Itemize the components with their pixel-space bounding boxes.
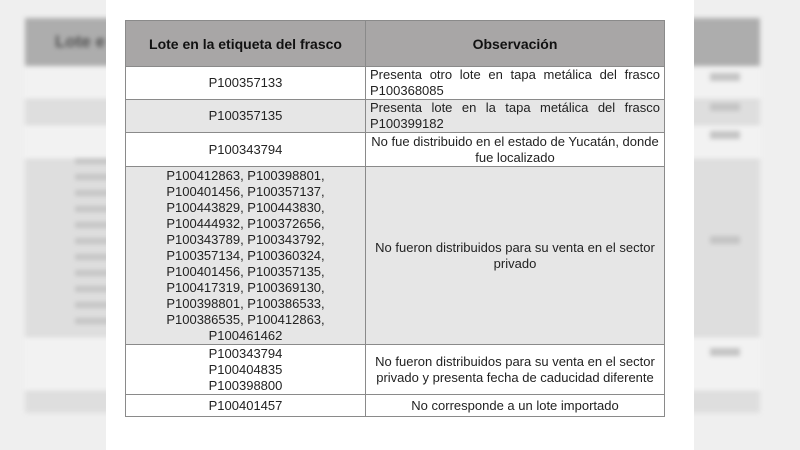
blurred-text xyxy=(710,73,740,81)
lot-line: P100398800 xyxy=(208,377,283,393)
blurred-text xyxy=(710,236,740,244)
table-header-row xyxy=(126,21,665,67)
lot-line: P100404835 xyxy=(208,361,283,377)
observation-cell: No fue distribuido en el estado de Yucatán, donde fue localizado xyxy=(366,133,665,167)
lot-line: P100444932, P100372656, xyxy=(166,215,325,231)
lot-line: P100401456, P100357135, xyxy=(166,263,325,279)
observation-cell: No corresponde a un lote importado xyxy=(366,395,665,417)
blurred-text xyxy=(710,103,740,111)
lot-line: P100443829, P100443830, xyxy=(166,199,325,215)
table-row xyxy=(126,167,665,345)
table-row xyxy=(126,67,665,100)
table-card xyxy=(106,0,694,450)
lot-line: P100386535, P100412863, xyxy=(166,311,325,327)
observation-cell: No fueron distribuidos para su venta en el sector privado y presenta fecha de caducidad diferente xyxy=(366,345,665,395)
lot-cell: P100357135 xyxy=(126,100,366,133)
lot-cell xyxy=(126,167,366,345)
lot-line: P100461462 xyxy=(208,327,283,343)
lot-line: P100343794 xyxy=(208,345,283,361)
lot-table xyxy=(125,20,665,417)
observation-cell: Presenta otro lote en tapa metálica del frasco P100368085 xyxy=(366,67,665,100)
table-row xyxy=(126,133,665,167)
observation-cell: Presenta lote en la tapa metálica del frasco P100399182 xyxy=(366,100,665,133)
lot-line: P100412863, P100398801, xyxy=(166,167,325,183)
lot-line: P100343789, P100343792, xyxy=(166,231,325,247)
lot-cell xyxy=(126,345,366,395)
blurred-text xyxy=(710,348,740,356)
table-row xyxy=(126,100,665,133)
lot-line: P100398801, P100386533, xyxy=(166,295,325,311)
blurred-text xyxy=(710,131,740,139)
table-row xyxy=(126,345,665,395)
lot-cell: P100357133 xyxy=(126,67,366,100)
lot-cell: P100401457 xyxy=(126,395,366,417)
column-header-observation: Observación xyxy=(366,21,665,67)
lot-cell: P100343794 xyxy=(126,133,366,167)
column-header-lot: Lote en la etiqueta del frasco xyxy=(126,21,366,67)
table-row xyxy=(126,395,665,417)
blurred-header-text: Lote e xyxy=(55,32,106,51)
observation-cell: No fueron distribuidos para su venta en el sector privado xyxy=(366,167,665,345)
lot-line: P100417319, P100369130, xyxy=(166,279,325,295)
lot-line: P100357134, P100360324, xyxy=(166,247,325,263)
lot-line: P100401456, P100357137, xyxy=(166,183,325,199)
